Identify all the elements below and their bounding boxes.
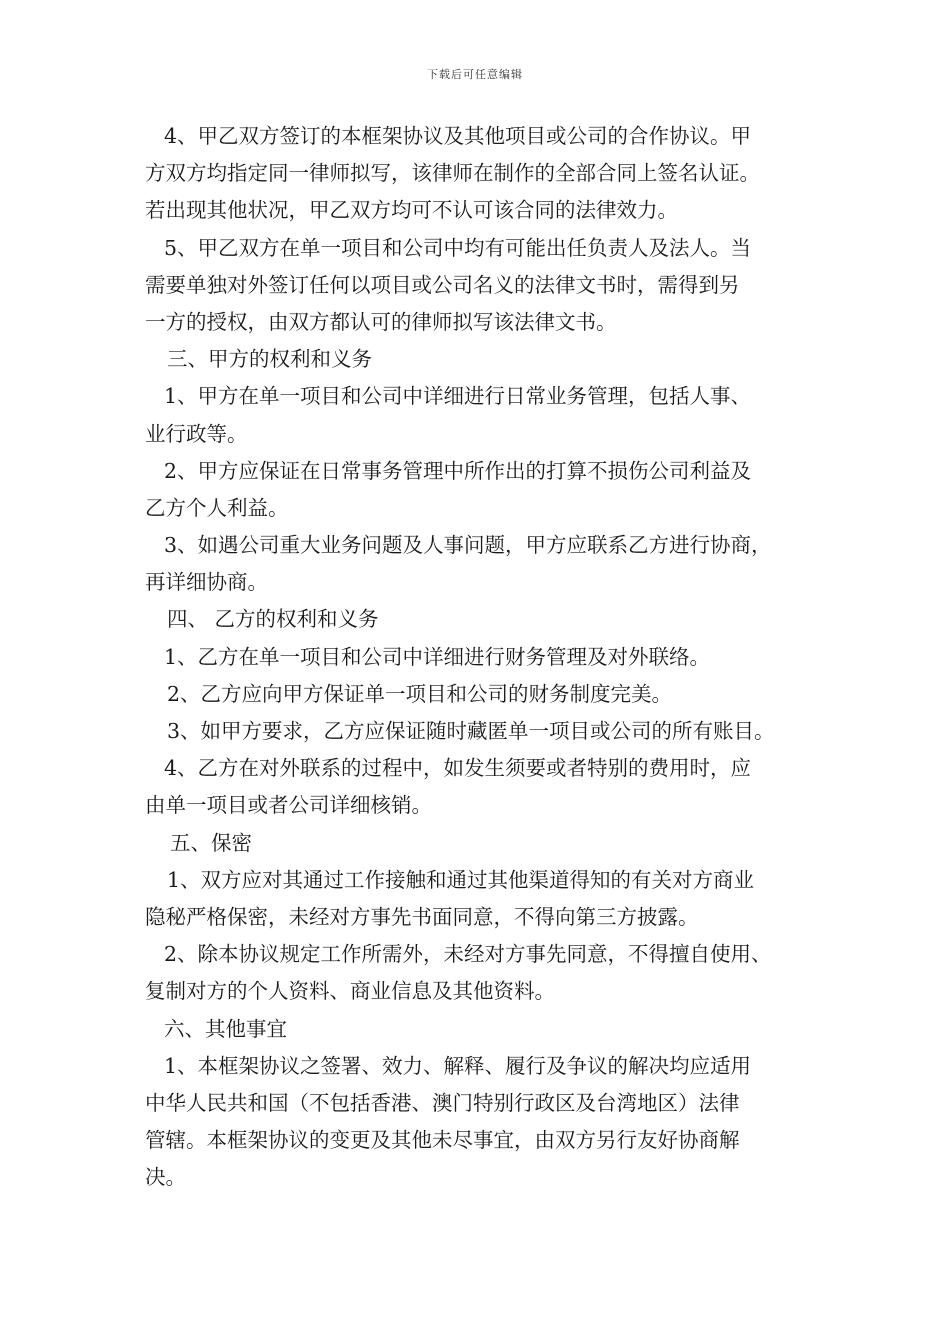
paragraph-line: 1、甲方在单一项目和公司中详细进行日常业务管理，包括人事、 — [164, 384, 752, 409]
paragraph-line: 业行政等。 — [145, 421, 248, 446]
paragraph-line: 若出现其他状况，甲乙双方均可不认可该合同的法律效力。 — [145, 198, 678, 223]
paragraph-line: 1、双方应对其通过工作接触和通过其他渠道得知的有关对方商业 — [167, 867, 755, 892]
paragraph-line: 2、乙方应向甲方保证单一项目和公司的财务制度完美。 — [167, 681, 673, 706]
page-header: 下载后可任意编辑 — [427, 68, 523, 81]
paragraph-line: 方双方均指定同一律师拟写，该律师在制作的全部合同上签名认证。 — [145, 161, 760, 186]
paragraph-line: 5、甲乙双方在单一项目和公司中均有可能出任负责人及法人。当 — [164, 235, 752, 260]
paragraph-line: 4、乙方在对外联系的过程中，如发生须要或者特别的费用时，应 — [164, 756, 752, 781]
paragraph-line: 乙方个人利益。 — [145, 495, 289, 520]
paragraph-line: 3、如甲方要求，乙方应保证随时藏匿单一项目或公司的所有账目。 — [167, 719, 775, 743]
paragraph-line: 需要单独对外签订任何以项目或公司名义的法律文书时，需得到另 — [145, 272, 740, 297]
document-body — [145, 118, 835, 1196]
paragraph-line: 3、如遇公司重大业务问题及人事问题，甲方应联系乙方进行协商， — [164, 533, 772, 558]
paragraph-line: 隐秘严格保密，未经对方事先书面同意，不得向第三方披露。 — [145, 904, 699, 929]
paragraph-line: 2、甲方应保证在日常事务管理中所作出的打算不损伤公司利益及 — [164, 458, 752, 483]
paragraph-line: 中华人民共和国（不包括香港、澳门特别行政区及台湾地区）法律 — [145, 1090, 740, 1115]
paragraph-line: 再详细协商。 — [145, 570, 268, 595]
section-heading: 六、其他事宜 — [164, 1016, 287, 1041]
paragraph-line: 决。 — [145, 1165, 186, 1190]
paragraph-line: 1、本框架协议之签署、效力、解释、履行及争议的解决均应适用 — [164, 1053, 752, 1078]
section-heading: 三、甲方的权利和义务 — [167, 347, 372, 372]
paragraph-line: 1、乙方在单一项目和公司中详细进行财务管理及对外联络。 — [164, 644, 711, 669]
paragraph-line: 4、甲乙双方签订的本框架协议及其他项目或公司的合作协议。甲 — [164, 124, 752, 148]
section-heading: 四、 乙方的权利和义务 — [167, 607, 379, 632]
section-heading: 五、保密 — [170, 830, 252, 855]
paragraph-line: 复制对方的个人资料、商业信息及其他资料。 — [145, 979, 555, 1004]
paragraph-line: 2、除本协议规定工作所需外，未经对方事先同意，不得擅自使用、 — [164, 942, 772, 967]
paragraph-line: 一方的授权，由双方都认可的律师拟写该法律文书。 — [145, 309, 617, 334]
paragraph-line: 管辖。本框架协议的变更及其他未尽事宜，由双方另行友好协商解 — [145, 1128, 740, 1153]
paragraph-line: 由单一项目或者公司详细核销。 — [145, 793, 432, 818]
